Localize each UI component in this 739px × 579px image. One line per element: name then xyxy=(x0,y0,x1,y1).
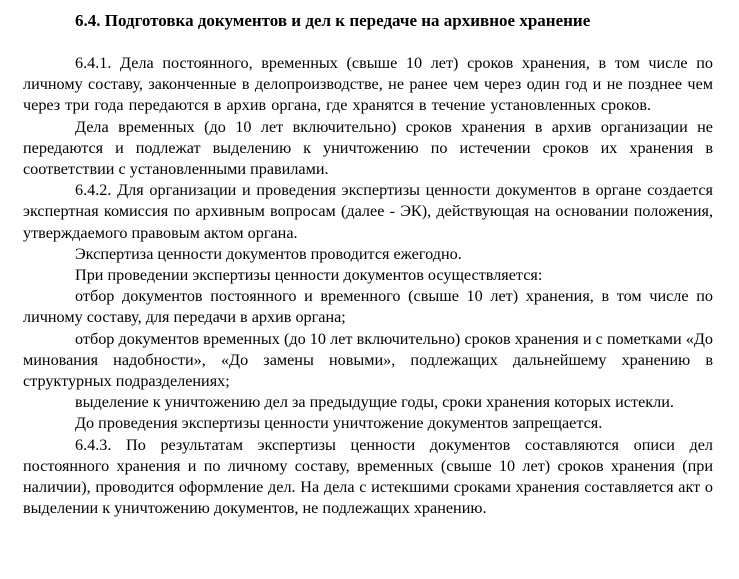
document-page xyxy=(23,11,713,519)
paragraph-expertise-intro: При проведении экспертизы ценности документов осуществляется: xyxy=(75,266,543,285)
section-heading: 6.4. Подготовка документов и дел к передаче на архивное хранение xyxy=(75,11,591,30)
paragraph-6-4-1: 6.4.1. Дела постоянного, временных (свыше 10 лет) сроков хранения, в том числе по личному составу, законченные в делопроизводстве, не ранее чем через один год и не позднее чем через три года передаются в архив органа, где хранятся в течение установленных сроков. xyxy=(23,54,713,115)
paragraph-selection-temporary: отбор документов временных (до 10 лет включительно) сроков хранения и с пометками «До минования надобности», «До замены новыми», подлежащих дальнейшему хранению в структурных подразделениях; xyxy=(23,329,713,391)
paragraph-annual-expertise: Экспертиза ценности документов проводится ежегодно. xyxy=(75,244,462,263)
paragraph-6-4-2: 6.4.2. Для организации и проведения экспертизы ценности документов в органе создается экспертная комиссия по архивным вопросам (далее - ЭК), действующая на основании положения, утверждаемого правовым актом органа. xyxy=(23,181,713,242)
paragraph-prohibition: До проведения экспертизы ценности уничтожение документов запрещается. xyxy=(75,414,603,433)
paragraph-6-4-3: 6.4.3. По результатам экспертизы ценности документов составляются описи дел постоянного хранения и по личному составу, временных (свыше 10 лет) сроков хранения (при наличии), проводится оформление дел. На дела с истекшими сроками хранения составляется акт о выделении к уничтожению документов, не подлежащих хранению. xyxy=(23,435,713,518)
paragraph-selection-permanent: отбор документов постоянного и временного (свыше 10 лет) хранения, в том числе по личному составу, для передачи в архив органа; xyxy=(23,287,713,327)
paragraph-destruction: выделение к уничтожению дел за предыдущие годы, сроки хранения которых истекли. xyxy=(75,393,674,412)
paragraph-temporary-cases: Дела временных (до 10 лет включительно) сроков хранения в архив организации не передаются и подлежат выделению к уничтожению по истечении сроков их хранения в соответствии с установленными правилами. xyxy=(23,117,713,179)
